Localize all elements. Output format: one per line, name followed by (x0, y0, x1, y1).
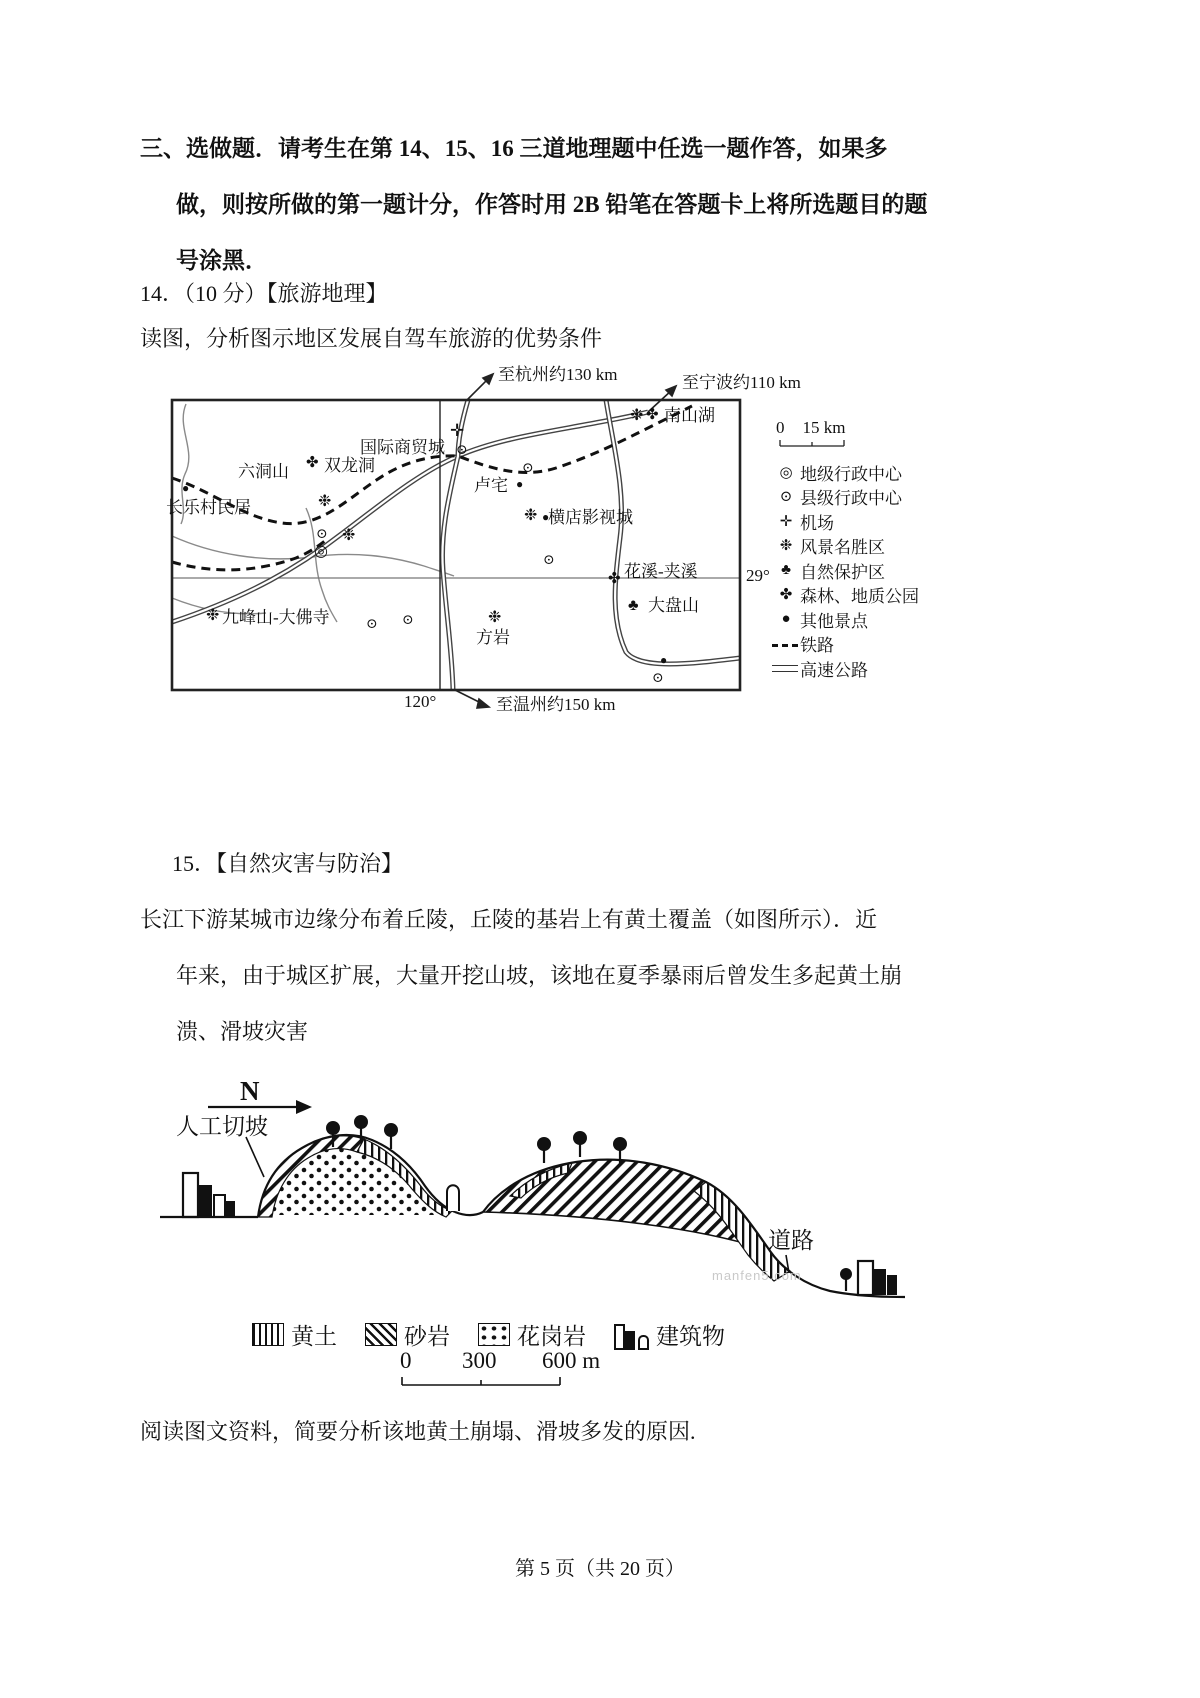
section-instructions-line1: 三、选做题．请考生在第 14、15、16 三道地理题中任选一题作答，如果多 (140, 136, 888, 161)
diagram-legend-item (252, 1318, 337, 1351)
q15-para-line1: 长江下游某城市边缘分布着丘陵，丘陵的基岩上有黄土覆盖（如图所示）．近 (140, 907, 878, 932)
tourism-map-figure (0, 360, 1200, 735)
cut-slope-label: 人工切坡 (176, 1114, 268, 1139)
diagram-legend-label: 花岗岩 (517, 1324, 586, 1349)
q15-title: 15．【自然灾害与防治】 (172, 851, 404, 876)
map-marker-icon: ⊙ (456, 443, 468, 458)
map-marker-icon: ⊙ (316, 527, 328, 542)
diagram-scale-bracket (402, 1377, 560, 1385)
map-place-label: 花溪-夹溪 (624, 562, 698, 581)
map-marker-icon: ♣ (628, 597, 639, 614)
map-legend-symbol-icon: ● (781, 610, 791, 627)
valley-ground (455, 1212, 483, 1215)
scale-0: 0 (400, 1348, 412, 1373)
q15-para-line2: 年来，由于城区扩展，大量开挖山坡，该地在夏季暴雨后曾发生多起黄土崩 (176, 963, 903, 988)
highway-line-icon (772, 665, 798, 672)
map-legend-symbol-icon: ♣ (781, 561, 791, 578)
road-label: 道路 (768, 1228, 814, 1253)
railway-line-icon (772, 644, 798, 647)
map-place-label: 国际商贸城 (360, 438, 445, 457)
right-buildings (858, 1261, 897, 1295)
q14-title: 14．（10 分）【旅游地理】 (140, 281, 388, 306)
map-labels-layer (0, 360, 1200, 735)
map-legend-item (772, 583, 992, 608)
map-place-label: 横店影视城 (548, 508, 633, 527)
map-marker-icon: ❉ (630, 407, 644, 424)
map-place-label: 九峰山-大佛寺 (222, 608, 330, 627)
map-marker-icon: ✤ (646, 407, 659, 423)
map-place-label: 南山湖 (664, 406, 715, 425)
map-place-label: 六洞山 (238, 462, 289, 481)
map-legend-item (772, 558, 992, 583)
diagram-legend-label: 建筑物 (656, 1324, 725, 1349)
map-legend-label: 自然保护区 (800, 562, 885, 582)
map-marker-icon: ❉ (318, 493, 332, 510)
map-marker-icon: ⊙ (652, 671, 664, 686)
to-wenzhou-label: 至温州约150 km (496, 695, 616, 714)
map-marker-icon: ❉ (342, 527, 356, 544)
page-footer: 第 5 页（共 20 页） (515, 1558, 685, 1580)
diagram-legend-item (614, 1318, 725, 1351)
diagram-legend-label: 砂岩 (404, 1324, 450, 1349)
map-legend-symbol-icon: ⊙ (779, 489, 793, 506)
map-marker-icon: ⊙ (366, 617, 378, 632)
left-buildings (183, 1173, 235, 1217)
map-legend-item (772, 509, 992, 534)
map-marker-icon: ● (516, 477, 524, 491)
map-legend-label: 铁路 (800, 636, 834, 656)
diagram-legend-item (365, 1318, 450, 1351)
granite-core (263, 1142, 450, 1215)
diagram-legend-label: 黄土 (291, 1324, 337, 1349)
map-legend-label: 森林、地质公园 (800, 587, 919, 607)
map-legend-label: 其他景点 (800, 611, 868, 631)
scale-600: 600 m (542, 1348, 601, 1373)
map-place-label: 大盘山 (648, 596, 699, 615)
map-place-label: 双龙洞 (324, 456, 375, 475)
latitude-29-label: 29° (746, 566, 770, 585)
map-marker-icon: ⊙ (522, 461, 534, 476)
map-place-label: 卢宅 (474, 476, 508, 495)
map-scale-distance: 15 km (802, 418, 846, 437)
map-legend-item (772, 656, 992, 681)
q15-para-line3: 溃、滑坡灾害 (176, 1019, 309, 1044)
diag-pattern-icon (365, 1323, 397, 1346)
to-ningbo-label: 至宁波约110 km (682, 373, 801, 392)
map-marker-icon: ✤ (306, 455, 319, 471)
map-legend-label: 机场 (800, 513, 834, 533)
map-marker-icon: ⊙ (402, 613, 414, 628)
map-legend-label: 风景名胜区 (800, 538, 885, 558)
map-legend-label: 高速公路 (800, 660, 868, 680)
map-legend-item (772, 534, 992, 559)
map-marker-icon: ⊙ (543, 553, 555, 568)
map-legend-symbol-icon: ✛ (779, 513, 793, 530)
map-marker-icon: ● (660, 653, 668, 667)
section-instructions-line3: 号涂黑． (176, 248, 268, 273)
cut-slope-pointer (246, 1137, 264, 1177)
map-legend-symbol-icon: ✤ (779, 587, 793, 604)
map-legend-item (772, 632, 992, 657)
to-hangzhou-label: 至杭州约130 km (498, 365, 618, 384)
map-legend-label: 县级行政中心 (800, 489, 902, 509)
map-legend-symbol-icon: ❉ (779, 538, 793, 555)
map-marker-icon: ✛ (450, 421, 465, 440)
valley-house (447, 1185, 459, 1211)
scale-300: 300 (462, 1348, 497, 1373)
section-instructions-line2: 做，则按所做的第一题计分，作答时用 2B 铅笔在答题卡上将所选题目的题 (176, 192, 928, 217)
map-marker-icon: ❉ (524, 507, 538, 524)
map-legend-item (772, 607, 992, 632)
longitude-120-label: 120° (404, 692, 437, 711)
north-label: N (240, 1076, 260, 1106)
q15-question: 阅读图文资料，简要分析该地黄土崩塌、滑坡多发的原因. (140, 1419, 696, 1444)
cross-section-legend (252, 1318, 725, 1351)
map-scale-zero: 0 (776, 418, 785, 437)
map-marker-icon: ● (542, 510, 550, 524)
map-marker-icon: ❉ (488, 609, 502, 626)
map-marker-icon: ● (182, 481, 190, 495)
map-marker-icon: ◎ (314, 543, 328, 560)
dots-pattern-icon (478, 1323, 510, 1346)
map-legend (772, 460, 992, 681)
watermark: manfen5.com (712, 1268, 802, 1283)
map-legend-symbol-icon: ◎ (779, 464, 793, 481)
map-place-label: 长乐村民居 (166, 498, 251, 517)
q14-prompt: 读图，分析图示地区发展自驾车旅游的优势条件 (140, 326, 603, 351)
map-legend-item (772, 485, 992, 510)
map-marker-icon: ❉ (206, 607, 220, 624)
building-icon (614, 1320, 649, 1350)
map-place-label: 方岩 (476, 628, 510, 647)
map-legend-item (772, 460, 992, 485)
vert-pattern-icon (252, 1323, 284, 1346)
diagram-legend-item (478, 1318, 586, 1351)
map-legend-label: 地级行政中心 (800, 464, 902, 484)
map-marker-icon: ✤ (608, 571, 621, 587)
